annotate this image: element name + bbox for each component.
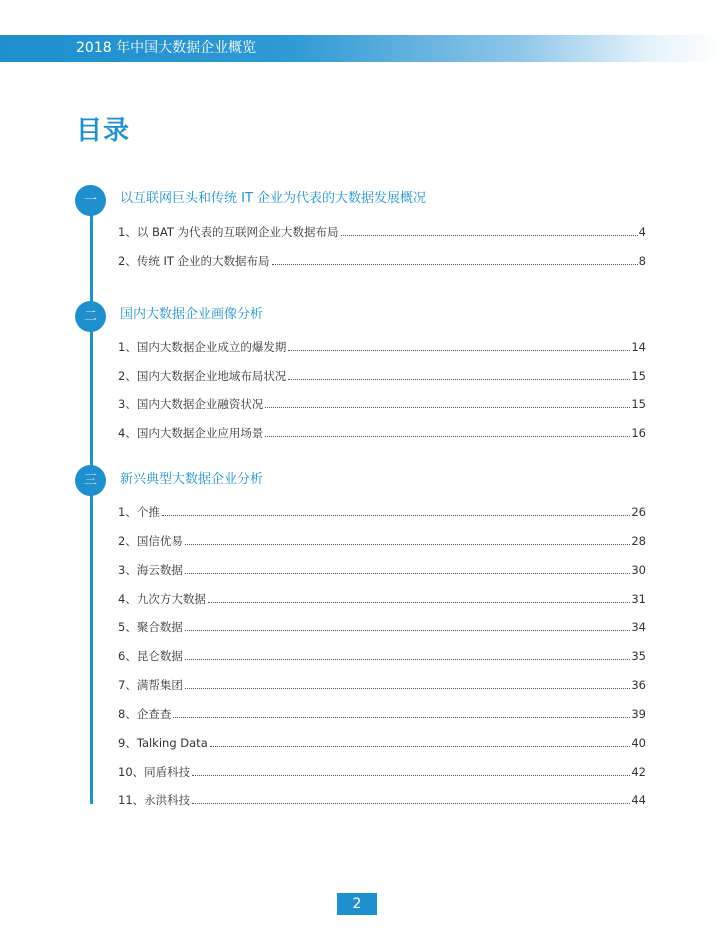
toc-entry-page: 31 [631, 592, 646, 606]
toc-entry-page: 40 [631, 736, 646, 750]
dot-leader [185, 544, 631, 545]
toc-entry-page: 15 [631, 369, 646, 383]
dot-leader [208, 602, 631, 603]
section-title-3[interactable]: 新兴典型大数据企业分析 [120, 472, 264, 487]
toc-entry[interactable] [118, 423, 646, 441]
dot-leader [192, 803, 630, 804]
dot-leader [185, 688, 631, 689]
toc-entry[interactable] [118, 531, 646, 549]
toc-entry-page: 4 [638, 225, 646, 239]
dot-leader [288, 350, 630, 351]
toc-entry-label: 10、同盾科技 [118, 765, 191, 779]
toc-entry-label: 3、国内大数据企业融资状况 [118, 397, 264, 411]
toc-entry[interactable] [118, 617, 646, 635]
toc-entry[interactable] [118, 704, 646, 722]
toc-entry-page: 16 [631, 426, 646, 440]
dot-leader [185, 659, 631, 660]
toc-entry[interactable] [118, 790, 646, 808]
toc-entry[interactable] [118, 733, 646, 751]
toc-entry-label: 1、以 BAT 为代表的互联网企业大数据布局 [118, 225, 339, 239]
dot-leader [265, 407, 630, 408]
toc-entry[interactable] [118, 675, 646, 693]
toc-entry-page: 26 [631, 505, 646, 519]
timeline-line [90, 190, 93, 804]
toc-entry[interactable] [118, 762, 646, 780]
toc-entry[interactable] [118, 646, 646, 664]
toc-entry-label: 6、昆仑数据 [118, 649, 183, 663]
toc-entry-label: 1、个推 [118, 505, 160, 519]
toc-entry-page: 28 [631, 534, 646, 548]
dot-leader [192, 775, 630, 776]
toc-entry[interactable] [118, 337, 646, 355]
dot-leader [288, 379, 630, 380]
dot-leader [265, 436, 630, 437]
toc-entry-label: 4、国内大数据企业应用场景 [118, 426, 264, 440]
toc-entry-page: 35 [631, 649, 646, 663]
toc-entry-page: 34 [631, 620, 646, 634]
section-title-1[interactable]: 以互联网巨头和传统 IT 企业为代表的大数据发展概况 [120, 191, 427, 206]
dot-leader [185, 630, 631, 631]
toc-entry-label: 1、国内大数据企业成立的爆发期 [118, 340, 287, 354]
toc-entry-label: 4、九次方大数据 [118, 592, 206, 606]
section-badge-1: 一 [75, 185, 106, 216]
toc-entry-page: 8 [638, 254, 646, 268]
toc-entry[interactable] [118, 251, 646, 269]
toc-entry[interactable] [118, 394, 646, 412]
dot-leader [173, 717, 630, 718]
toc-entry-page: 36 [631, 678, 646, 692]
page-number-badge: 2 [337, 893, 377, 915]
toc-entry-label: 2、传统 IT 企业的大数据布局 [118, 254, 270, 268]
toc-entry-label: 7、满帮集团 [118, 678, 183, 692]
toc-entry-page: 39 [631, 707, 646, 721]
dot-leader [272, 264, 638, 265]
toc-title: 目录 [76, 116, 131, 146]
toc-entry-page: 42 [631, 765, 646, 779]
header-band [0, 35, 721, 62]
dot-leader [341, 235, 638, 236]
toc-entry[interactable] [118, 560, 646, 578]
toc-entry-page: 14 [631, 340, 646, 354]
toc-entry-label: 5、聚合数据 [118, 620, 183, 634]
toc-entry-label: 3、海云数据 [118, 563, 183, 577]
toc-entry-page: 44 [631, 793, 646, 807]
toc-entry-page: 30 [631, 563, 646, 577]
toc-entry-label: 9、Talking Data [118, 736, 208, 750]
dot-leader [162, 515, 631, 516]
section-badge-2: 二 [75, 301, 106, 332]
toc-entry[interactable] [118, 589, 646, 607]
toc-entry[interactable] [118, 366, 646, 384]
toc-entry[interactable] [118, 502, 646, 520]
toc-entry-label: 2、国信优易 [118, 534, 183, 548]
header-title: 2018 年中国大数据企业概览 [76, 40, 257, 56]
dot-leader [210, 746, 631, 747]
toc-entry-page: 15 [631, 397, 646, 411]
toc-entry-label: 2、国内大数据企业地域布局状况 [118, 369, 287, 383]
toc-entry[interactable] [118, 222, 646, 240]
toc-entry-label: 11、永洪科技 [118, 793, 191, 807]
section-badge-3: 三 [75, 465, 106, 496]
section-title-2[interactable]: 国内大数据企业画像分析 [120, 307, 264, 322]
dot-leader [185, 573, 631, 574]
toc-entry-label: 8、企查查 [118, 707, 172, 721]
